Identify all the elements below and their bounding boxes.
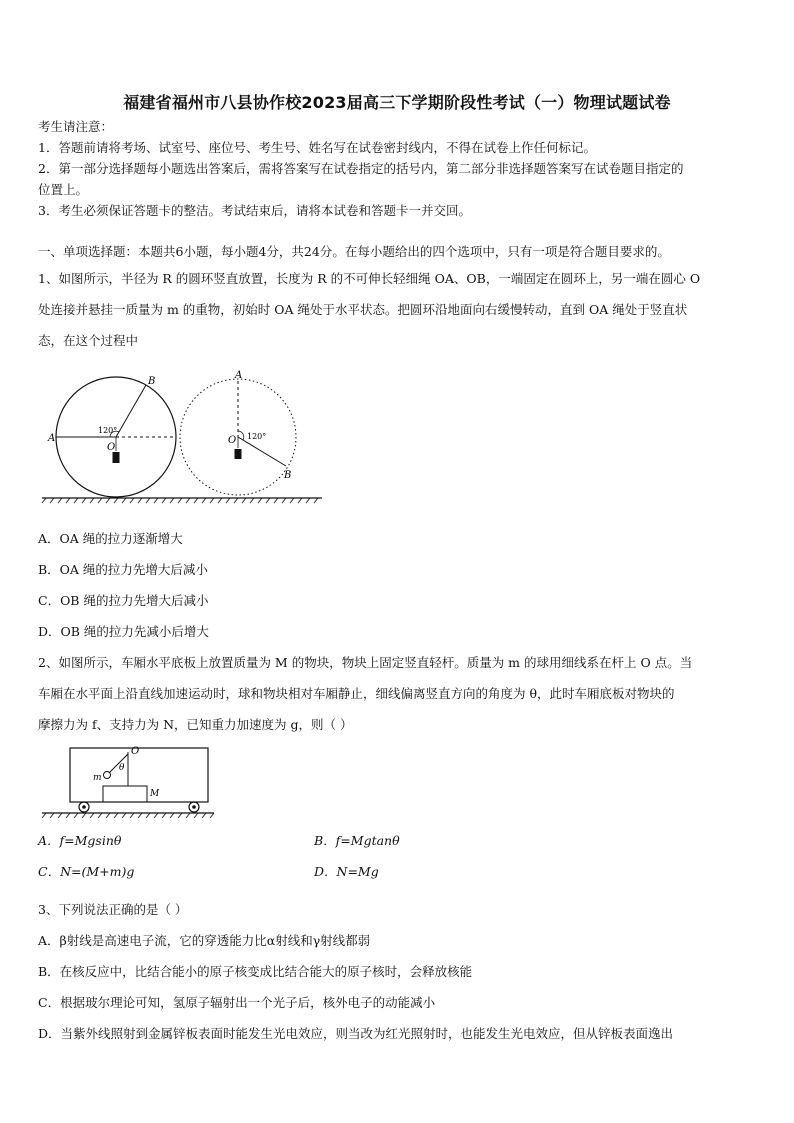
question-2-option-b: B．f=Mgtanθ	[314, 833, 400, 848]
question-3-option: D．当紫外线照射到金属锌板表面时能发生光电效应，则当改为红光照射时，也能发生光电效应，但从锌板表面逸出	[38, 1026, 674, 1041]
notice-heading: 考生请注意：	[38, 119, 114, 134]
question-2-stem: 2、如图所示，车厢水平底板上放置质量为 M 的物块，物块上固定竖直轻杆。质量为 m 的球用细线系在杆上 O 点。当	[38, 655, 693, 670]
string	[108, 754, 128, 774]
question-3-stem: 3、下列说法正确的是（ ）	[38, 902, 188, 917]
notice-item: 2．第一部分选择题每小题选出答案后，需将答案写在试卷指定的括号内，第二部分非选择题答案写在试卷题目指定的	[38, 161, 684, 176]
label-M: M	[150, 789, 160, 799]
question-1-stem: 处连接并悬挂一质量为 m 的重物，初始时 OA 绳处于水平状态。把圆环沿地面向右缓慢转动，直到 OA 绳处于竖直状	[38, 302, 688, 317]
block-m-large	[103, 786, 147, 802]
question-1-option: D．OB 绳的拉力先减小后增大	[38, 624, 209, 639]
question-3-option: A．β射线是高速电子流，它的穿透能力比α射线和γ射线都弱	[38, 933, 371, 948]
label-m: m	[93, 773, 102, 783]
ball	[104, 772, 111, 779]
ground-hatch	[42, 813, 214, 818]
question-1-figure	[38, 360, 328, 510]
label-o-left: O	[107, 442, 116, 453]
rope-ob-right	[238, 437, 286, 466]
question-3-option: C．根据玻尔理论可知，氢原子辐射出一个光子后，核外电子的动能减小	[38, 995, 436, 1010]
question-1-stem: 1、如图所示，半径为 R 的圆环竖直放置，长度为 R 的不可伸长轻细绳 OA、OB，一端固定在圆环上，另一端在圆心 O	[38, 271, 701, 286]
label-a-right: A	[235, 370, 243, 381]
rope-ob-left	[116, 385, 146, 437]
weight-left	[113, 452, 120, 463]
label-theta: θ	[119, 763, 125, 773]
question-2-option-d: D．N=Mg	[314, 864, 379, 879]
notice-item: 位置上。	[38, 182, 89, 197]
section-heading: 一、单项选择题：本题共6小题，每小题4分，共24分。在每小题给出的四个选项中，只有一项是符合题目要求的。	[38, 244, 670, 259]
question-2-figure	[38, 742, 218, 824]
question-2-option-c: C．N=(M+m)g	[38, 864, 135, 879]
question-2-option-a: A．f=Mgsinθ	[38, 833, 122, 848]
ground-hatch	[42, 498, 318, 503]
label-o-right: O	[228, 435, 237, 446]
label-angle-right: 120°	[247, 432, 267, 441]
notice-item: 1．答题前请将考场、试室号、座位号、考生号、姓名写在试卷密封线内，不得在试卷上作任何标记。	[38, 140, 596, 155]
notice-item: 3．考生必须保证答题卡的整洁。考试结束后，请将本试卷和答题卡一并交回。	[38, 203, 471, 218]
label-b-left: B	[148, 376, 156, 387]
question-1-option: A．OA 绳的拉力逐渐增大	[38, 531, 183, 546]
question-3-option: B．在核反应中，比结合能小的原子核变成比结合能大的原子核时，会释放核能	[38, 964, 473, 979]
question-1-stem: 态，在这个过程中	[38, 333, 139, 348]
question-1-option: C．OB 绳的拉力先增大后减小	[38, 593, 209, 608]
weight-right	[235, 449, 242, 459]
question-2-stem: 摩擦力为 f、支持力为 N，已知重力加速度为 g，则（ ）	[38, 717, 353, 732]
label-angle-left: 120°	[98, 426, 118, 435]
question-1-option: B．OA 绳的拉力先增大后减小	[38, 562, 208, 577]
label-b-right: B	[284, 470, 292, 481]
page-title: 福建省福州市八县协作校2023届高三下学期阶段性考试（一）物理试题试卷	[123, 93, 671, 112]
label-o: O	[131, 746, 140, 757]
label-a-left: A	[48, 433, 56, 444]
question-2-stem: 车厢在水平面上沿直线加速运动时，球和物块相对车厢静止，细线偏离竖直方向的角度为 θ，此时车厢底板对物块的	[38, 686, 675, 701]
